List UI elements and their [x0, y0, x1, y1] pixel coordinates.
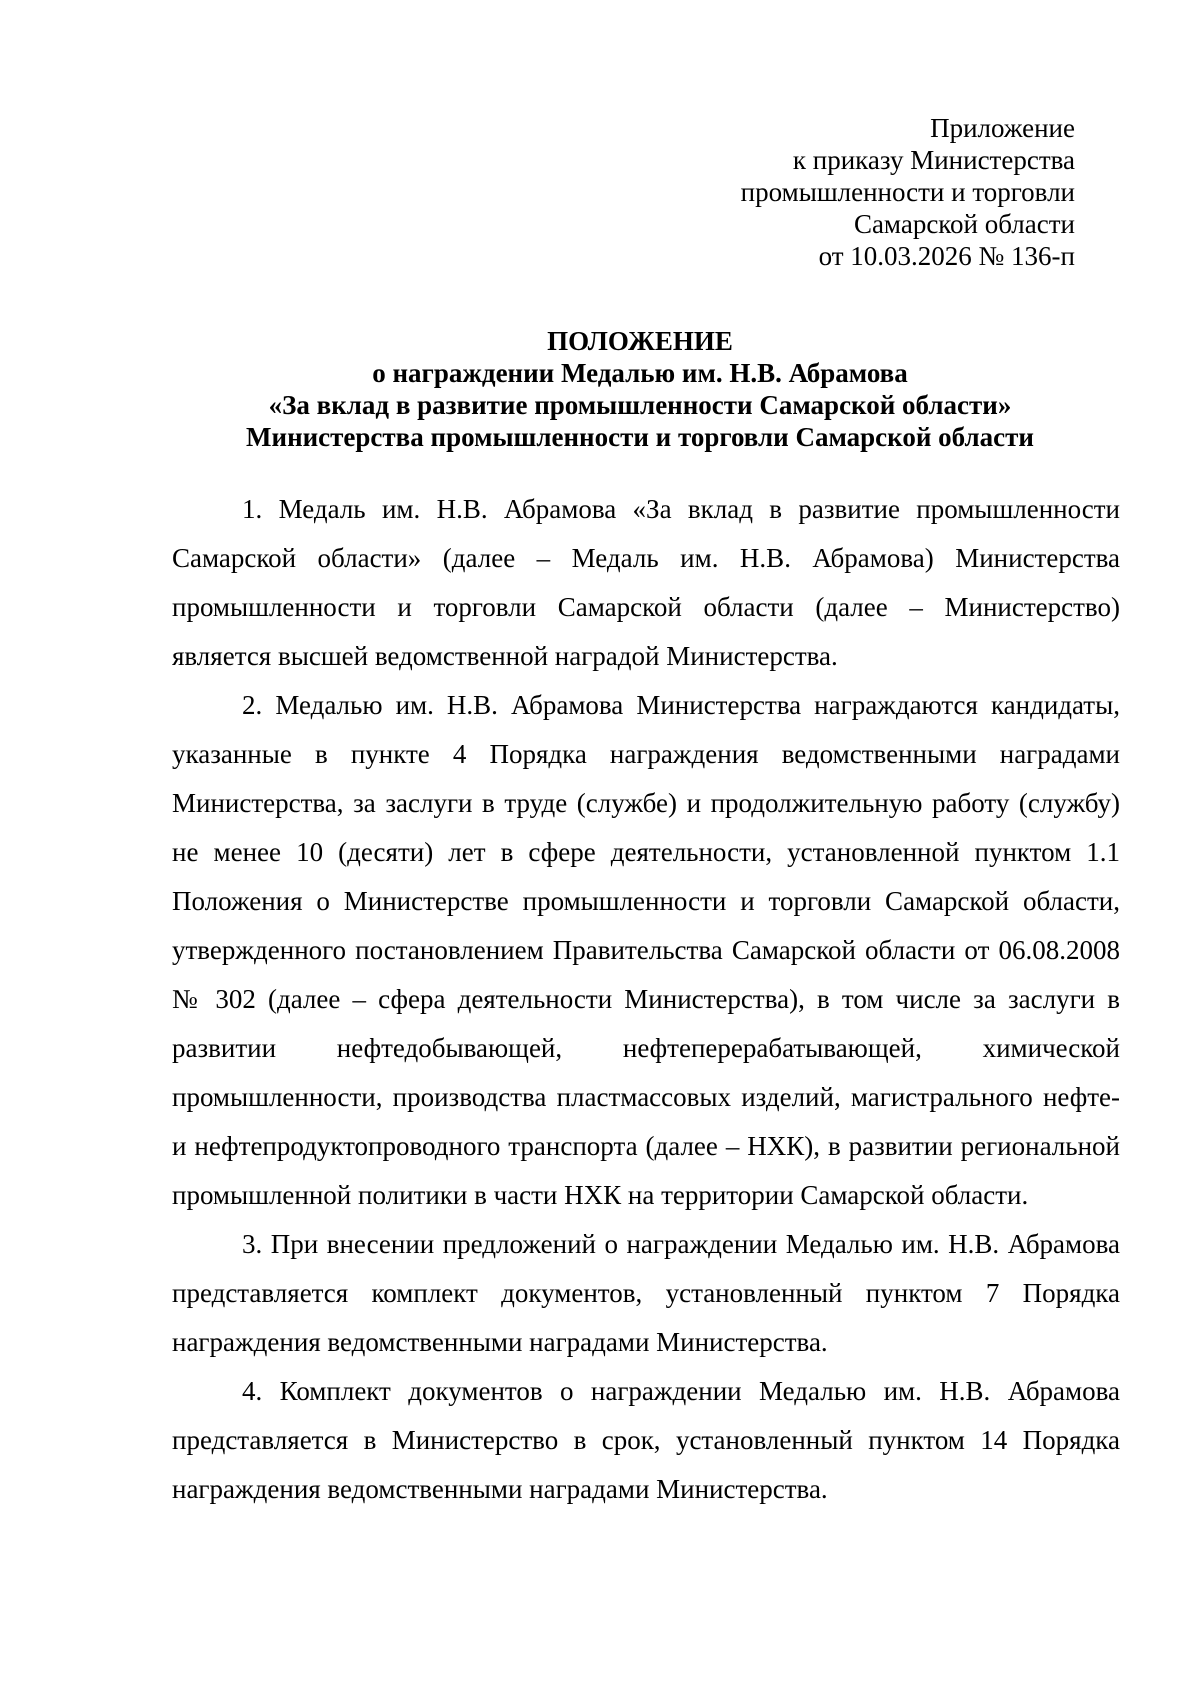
heading-title: ПОЛОЖЕНИЕ: [547, 326, 733, 356]
attachment-note: [741, 112, 1075, 272]
attachment-region: Самарской области: [853, 209, 1075, 239]
heading-ministry: Министерства промышленности и торговли Самарской области: [246, 422, 1034, 452]
heading-medal-name: «За вклад в развитие промышленности Самарской области»: [268, 390, 1012, 420]
paragraph-text: Медаль им. Н.В. Абрамова «За вклад в развитие промышленности Самарской области» (далее – Медаль им. Н.В. Абрамова) Министерства промышленности и торговли Самарской области (далее – Министерство) является высшей ведомственной наградой Министерства.: [172, 494, 1121, 671]
paragraph-1: [172, 485, 1120, 681]
attachment-date-number: от 10.03.2026 № 136-п: [818, 241, 1075, 271]
paragraph-4: [172, 1367, 1120, 1514]
paragraph-text: Комплект документов о награждении Медалью им. Н.В. Абрамова представляется в Министерство в срок, установленный пунктом 14 Порядка награждения ведомственными наградами Министерства.: [172, 1376, 1121, 1504]
paragraph-2: [172, 681, 1120, 1220]
paragraph-number: 1.: [242, 494, 263, 524]
attachment-order-ref: к приказу Министерства: [792, 145, 1075, 175]
document-body: [172, 485, 1120, 1514]
paragraph-3: [172, 1220, 1120, 1367]
paragraph-number: 2.: [242, 690, 263, 720]
paragraph-text: При внесении предложений о награждении Медалью им. Н.В. Абрамова представляется комплект документов, установленный пунктом 7 Порядка награждения ведомственными наградами Министерства.: [172, 1229, 1121, 1357]
paragraph-text: Медалью им. Н.В. Абрамова Министерства награждаются кандидаты, указанные в пункте 4 Порядка награждения ведомственными наградами Министерства, за заслуги в труде (службе) и продолжительную работу (службу) не менее 10 (десяти) лет в сфере деятельности, установленной пунктом 1.1 Положения о Министерстве промышленности и торговли Самарской области, утвержденного постановлением Правительства Самарской области от 06.08.2008 № 302 (далее – сфера деятельности Министерства), в том числе за заслуги в развитии нефтедобывающей, нефтеперерабатывающей, химической промышленности, производства пластмассовых изделий, магистрального нефте- и нефтепродуктопроводного транспорта (далее – НХК), в развитии региональной промышленной политики в части НХК на территории Самарской области.: [172, 690, 1120, 1210]
paragraph-number: 4.: [242, 1376, 263, 1406]
heading-subject: о награждении Медалью им. Н.В. Абрамова: [372, 358, 908, 388]
attachment-title: Приложение: [930, 113, 1075, 143]
document-heading: [160, 325, 1120, 453]
attachment-ministry: промышленности и торговли: [740, 177, 1075, 207]
paragraph-number: 3.: [242, 1229, 263, 1259]
